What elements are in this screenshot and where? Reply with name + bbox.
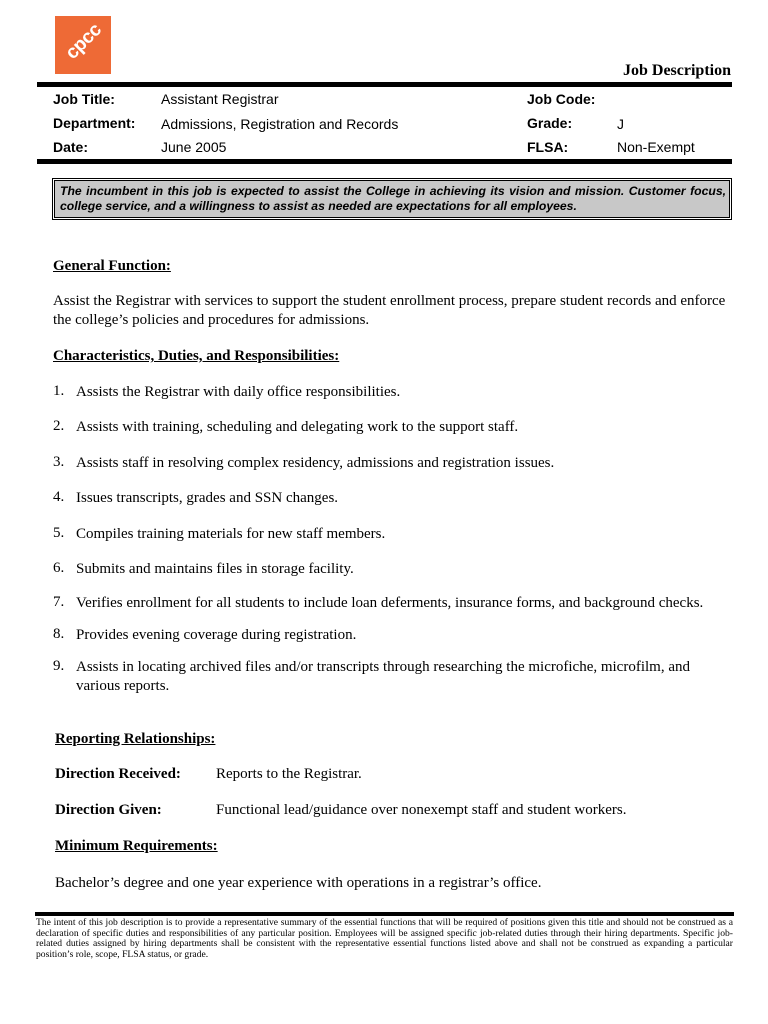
expectations-text: The incumbent in this job is expected to assist the College in achieving its vision and mission. Customer focus, college service, and a willingness to assist as needed are expectations for all employees. — [60, 184, 726, 213]
duty-number: 6. — [53, 560, 65, 576]
job-title-value: Assistant Registrar — [161, 91, 279, 107]
duty-number: 7. — [53, 594, 65, 610]
duty-item: Provides evening coverage during registration. — [76, 627, 357, 643]
duty-item: Compiles training materials for new staff members. — [76, 526, 386, 542]
date-label: Date: — [53, 139, 89, 155]
flsa-label: FLSA: — [527, 139, 569, 155]
duty-number: 9. — [53, 658, 65, 674]
job-code-label: Job Code: — [527, 91, 596, 107]
duty-item: Issues transcripts, grades and SSN changes. — [76, 490, 339, 506]
duty-number: 1. — [53, 383, 65, 399]
duty-item: Assists the Registrar with daily office responsibilities. — [76, 384, 401, 400]
logo-text: cpcc — [61, 19, 106, 64]
duties-heading: Characteristics, Duties, and Responsibilities: — [53, 348, 340, 364]
job-title-label: Job Title: — [53, 91, 115, 107]
document-type-title: Job Description — [623, 62, 731, 79]
requirements-heading: Minimum Requirements: — [55, 838, 218, 854]
duty-item: Verifies enrollment for all students to include loan deferments, insurance forms, and background checks. — [76, 595, 704, 611]
general-function-heading: General Function: — [53, 258, 171, 274]
footer-rule — [35, 912, 734, 916]
direction-received-value: Reports to the Registrar. — [216, 766, 362, 782]
duty-number: 8. — [53, 626, 65, 642]
duty-item: Submits and maintains files in storage facility. — [76, 561, 354, 577]
grade-label: Grade: — [527, 115, 573, 131]
expectations-banner — [54, 180, 730, 218]
direction-given-value: Functional lead/guidance over nonexempt staff and student workers. — [216, 802, 627, 818]
header-bottom-rule — [37, 159, 732, 164]
direction-given-label: Direction Given: — [55, 802, 162, 818]
duty-number: 5. — [53, 525, 65, 541]
header-top-rule — [37, 82, 732, 87]
reporting-heading: Reporting Relationships: — [55, 731, 216, 747]
grade-value: J — [617, 116, 624, 132]
direction-received-label: Direction Received: — [55, 766, 181, 782]
duty-item: Assists with training, scheduling and delegating work to the support staff. — [76, 419, 519, 435]
duty-number: 2. — [53, 418, 65, 434]
duty-item: Assists in locating archived files and/or transcripts through researching the microfiche, microfilm, and various reports. — [76, 659, 690, 694]
flsa-value: Non-Exempt — [617, 139, 695, 155]
general-function-text: Assist the Registrar with services to support the student enrollment process, prepare student records and enforce the college’s policies and procedures for admissions. — [53, 293, 726, 328]
department-label: Department: — [53, 115, 136, 131]
duty-number: 4. — [53, 489, 65, 505]
duty-item: Assists staff in resolving complex residency, admissions and registration issues. — [76, 455, 555, 471]
date-value: June 2005 — [161, 139, 227, 155]
cpcc-logo — [55, 16, 111, 74]
department-value: Admissions, Registration and Records — [161, 116, 399, 132]
footer-disclaimer: The intent of this job description is to provide a representative summary of the essential functions that will be required of positions given this title and should not be construed as a declaration of specific duties and responsibilities of any particular position. Employees will be assigned specific job-related duties through their hiring departments. Specific job-related duties assigned by hiring departments shall be consistent with the representative essential functions listed above and shall not be construed as expanding a particular position’s role, scope, FLSA status, or grade. — [36, 917, 733, 961]
duty-number: 3. — [53, 454, 65, 470]
requirements-text: Bachelor’s degree and one year experience with operations in a registrar’s office. — [55, 875, 542, 891]
